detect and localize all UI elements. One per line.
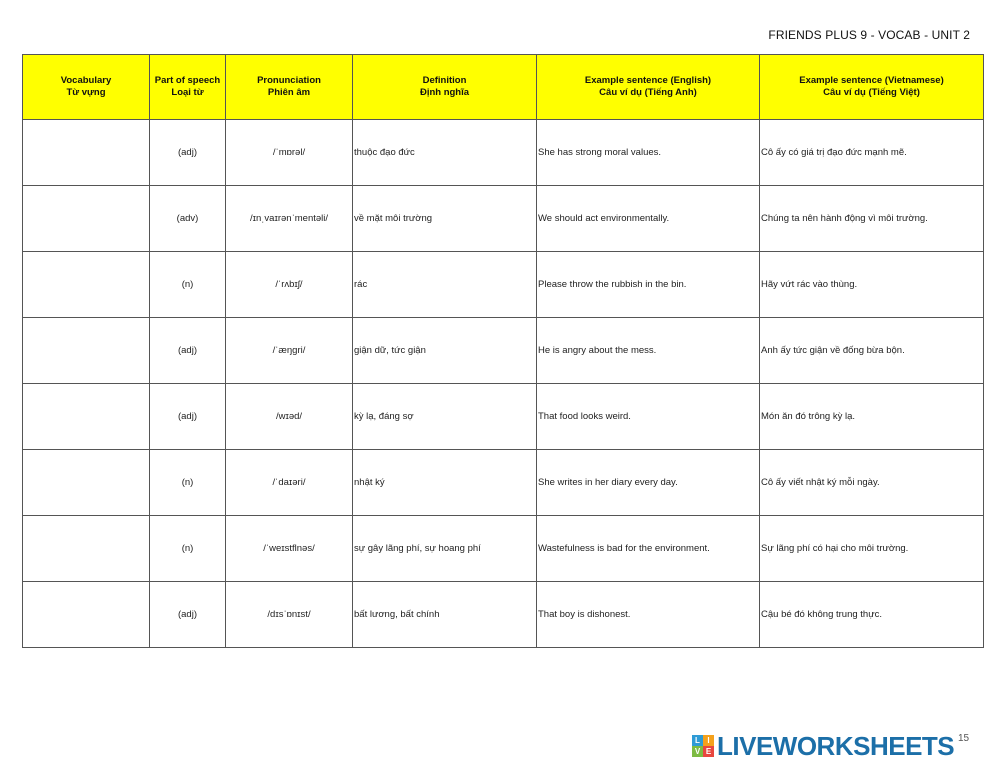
definition-cell: sự gây lãng phí, sự hoang phí [353, 516, 537, 582]
vocabulary-answer-cell[interactable] [23, 384, 150, 450]
part-of-speech-cell: (adj) [150, 582, 226, 648]
vocabulary-answer-cell[interactable] [23, 450, 150, 516]
definition-cell: rác [353, 252, 537, 318]
column-header-vi: Phiên âm [267, 87, 311, 98]
example-vietnamese-cell: Anh ấy tức giận về đống bừa bộn. [760, 318, 984, 384]
logo-letter-l: L [692, 735, 703, 746]
example-vietnamese-cell: Sự lãng phí có hại cho môi trường. [760, 516, 984, 582]
example-english-cell: He is angry about the mess. [537, 318, 760, 384]
column-header-example-english [537, 55, 760, 120]
definition-cell: bất lương, bất chính [353, 582, 537, 648]
logo-letter-e: E [703, 746, 714, 757]
example-vietnamese-cell: Món ăn đó trông kỳ lạ. [760, 384, 984, 450]
example-vietnamese-cell: Cậu bé đó không trung thực. [760, 582, 984, 648]
vocabulary-answer-cell[interactable] [23, 252, 150, 318]
pronunciation-cell: /ˈmɒrəl/ [226, 120, 353, 186]
table-row [23, 516, 984, 582]
table-row [23, 318, 984, 384]
example-vietnamese-cell: Cô ấy có giá trị đạo đức mạnh mẽ. [760, 120, 984, 186]
column-header-en: Example sentence (Vietnamese) [799, 75, 944, 86]
table-row [23, 450, 984, 516]
definition-cell: thuộc đạo đức [353, 120, 537, 186]
example-english-cell: Please throw the rubbish in the bin. [537, 252, 760, 318]
pronunciation-cell: /wɪəd/ [226, 384, 353, 450]
logo-letter-i: I [703, 735, 714, 746]
vocabulary-answer-cell[interactable] [23, 516, 150, 582]
example-vietnamese-cell: Cô ấy viết nhật ký mỗi ngày. [760, 450, 984, 516]
table-row [23, 384, 984, 450]
example-english-cell: That boy is dishonest. [537, 582, 760, 648]
logo-letter-v: V [692, 746, 703, 757]
example-vietnamese-cell: Hãy vứt rác vào thùng. [760, 252, 984, 318]
example-english-cell: Wastefulness is bad for the environment. [537, 516, 760, 582]
column-header-vi: Câu ví dụ (Tiếng Anh) [599, 87, 697, 98]
page-number: 15 [958, 733, 970, 744]
pronunciation-cell: /ˈdaɪəri/ [226, 450, 353, 516]
liveworksheets-logo [692, 733, 954, 759]
vocabulary-answer-cell[interactable] [23, 186, 150, 252]
definition-cell: về mặt môi trường [353, 186, 537, 252]
definition-cell: nhật ký [353, 450, 537, 516]
part-of-speech-cell: (adv) [150, 186, 226, 252]
column-header-vi: Định nghĩa [419, 87, 470, 98]
table-row [23, 252, 984, 318]
part-of-speech-cell: (adj) [150, 120, 226, 186]
column-header-vocabulary [23, 55, 150, 120]
table-header-row [23, 55, 984, 120]
definition-cell: kỳ lạ, đáng sợ [353, 384, 537, 450]
example-english-cell: We should act environmentally. [537, 186, 760, 252]
vocabulary-answer-cell[interactable] [23, 120, 150, 186]
definition-cell: giận dữ, tức giận [353, 318, 537, 384]
column-header-en: Vocabulary [60, 75, 112, 86]
vocabulary-answer-cell[interactable] [23, 582, 150, 648]
example-english-cell: That food looks weird. [537, 384, 760, 450]
vocab-table [22, 54, 984, 648]
pronunciation-cell: /ˈæŋgri/ [226, 318, 353, 384]
part-of-speech-cell: (adj) [150, 384, 226, 450]
example-english-cell: She writes in her diary every day. [537, 450, 760, 516]
pronunciation-cell: /ˈrʌbɪʃ/ [226, 252, 353, 318]
table-row [23, 582, 984, 648]
column-header-en: Pronunciation [257, 75, 321, 86]
example-vietnamese-cell: Chúng ta nên hành động vì môi trường. [760, 186, 984, 252]
column-header-part-of-speech [150, 55, 226, 120]
liveworksheets-logo-icon [692, 735, 714, 757]
column-header-pronunciation [226, 55, 353, 120]
table-row [23, 186, 984, 252]
part-of-speech-cell: (n) [150, 516, 226, 582]
column-header-example-vietnamese [760, 55, 984, 120]
pronunciation-cell: /dɪsˈɒnɪst/ [226, 582, 353, 648]
column-header-vi: Từ vựng [66, 87, 106, 98]
example-english-cell: She has strong moral values. [537, 120, 760, 186]
vocabulary-answer-cell[interactable] [23, 318, 150, 384]
pronunciation-cell: /ɪnˌvaɪrənˈmentəli/ [226, 186, 353, 252]
page-title: FRIENDS PLUS 9 - VOCAB - UNIT 2 [768, 28, 970, 42]
table-row [23, 120, 984, 186]
column-header-en: Definition [422, 75, 467, 86]
part-of-speech-cell: (adj) [150, 318, 226, 384]
column-header-vi: Câu ví dụ (Tiếng Việt) [823, 87, 920, 98]
liveworksheets-logo-text: LIVEWORKSHEETS [717, 731, 955, 761]
pronunciation-cell: /ˈweɪstflnəs/ [226, 516, 353, 582]
part-of-speech-cell: (n) [150, 450, 226, 516]
column-header-vi: Loại từ [171, 87, 204, 98]
part-of-speech-cell: (n) [150, 252, 226, 318]
column-header-en: Part of speech [154, 75, 221, 86]
column-header-definition [353, 55, 537, 120]
column-header-en: Example sentence (English) [584, 75, 712, 86]
